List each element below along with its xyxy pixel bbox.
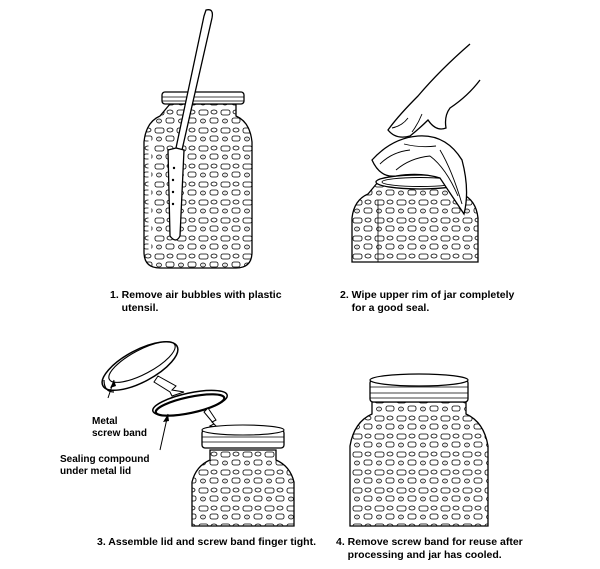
metal-lid — [151, 385, 229, 420]
hand-icon — [388, 44, 480, 137]
jar-3 — [192, 425, 294, 526]
step-2-caption: 2. Wipe upper rim of jar completely for a good seal. — [340, 289, 515, 314]
step-3-caption: 3. Assemble lid and screw band finger tight. — [97, 536, 316, 548]
step-1-caption: 1. Remove air bubbles with plastic utensil. — [110, 289, 282, 314]
screw-band-label: Metal screw band — [92, 416, 148, 439]
step-4-caption: 4. Remove screw band for reuse after processing and jar has cooled. — [336, 536, 523, 561]
sealing-compound-label: Sealing compound under metal lid — [60, 454, 150, 477]
jar-4 — [350, 374, 488, 526]
jar-1 — [144, 92, 252, 268]
